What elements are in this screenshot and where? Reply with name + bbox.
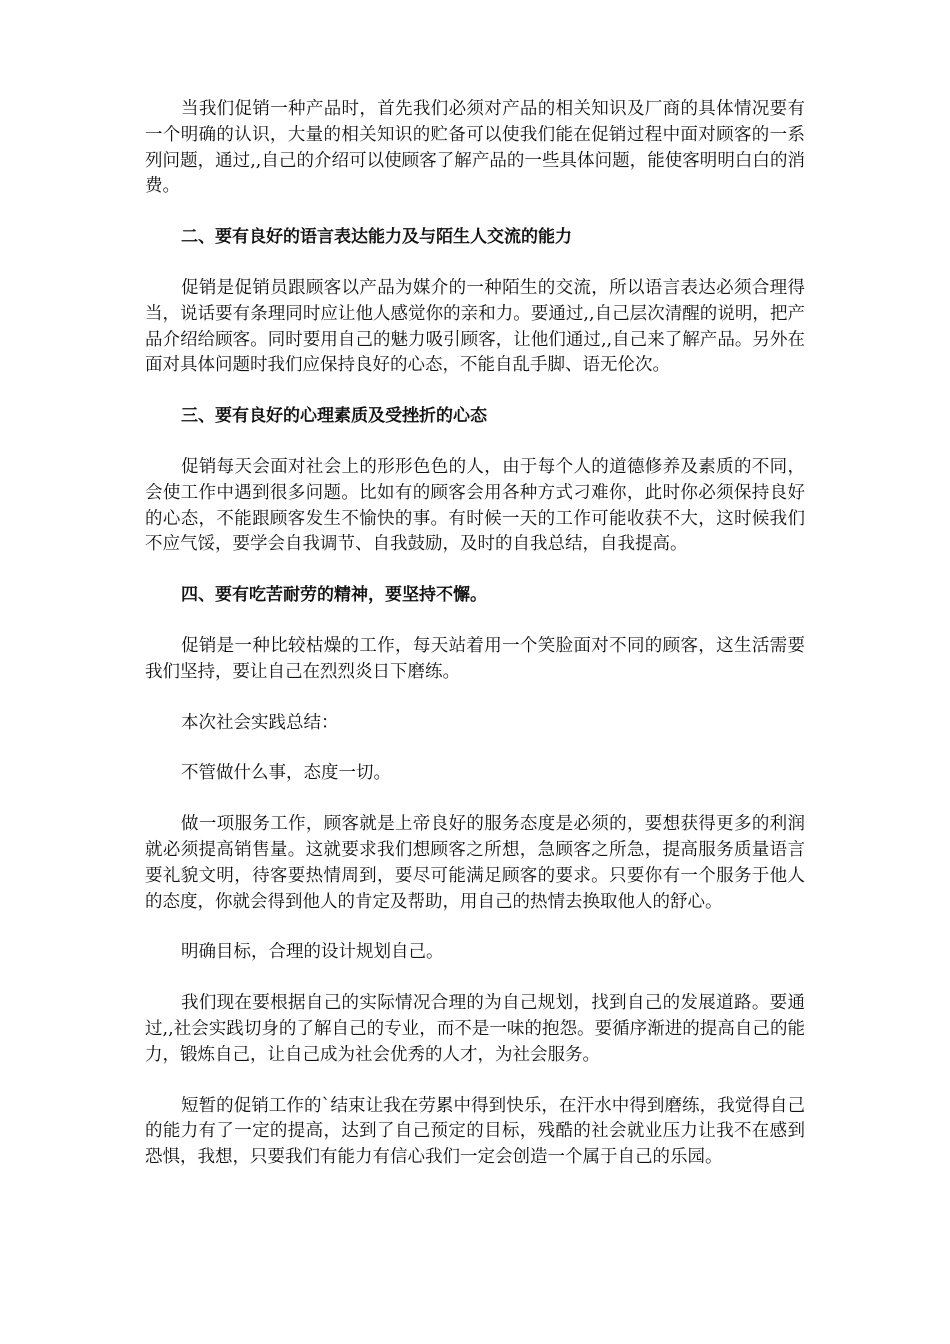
paragraph-goals: 明确目标，合理的设计规划自己。: [181, 942, 444, 963]
paragraph-psychological-quality: 促销每天会面对社会上的形形色色的人，由于每个人的道德修养及素质的不同，会使工作中遇到很多问题。比如有的顾客会用各种方式刁难你，此时你必须保持良好的心态，不能跟顾客发生不愉快的事。有时候一天的工作可能收获不大，这时候我们不应气馁，要学会自我调节、自我鼓励，及时的自我总结，自我提高。: [145, 456, 805, 555]
paragraph-language-ability: 促销是促销员跟顾客以产品为媒介的一种陌生的交流，所以语言表达必须合理得当，说话要有条理同时应让他人感觉你的亲和力。要通过,,自己层次清醒的说明，把产品介绍给顾客。同时要用自己的魅力吸引顾客，让他们通过,,自己来了解产品。另外在面对具体问题时我们应保持良好的心态，不能自乱手脚、语无伦次。: [145, 277, 805, 376]
heading-psychological-quality: 三、要有良好的心理素质及受挫折的心态: [181, 406, 487, 427]
heading-language-ability: 二、要有良好的语言表达能力及与陌生人交流的能力: [181, 227, 572, 248]
paragraph-product-knowledge: 当我们促销一种产品时，首先我们必须对产品的相关知识及厂商的具体情况要有一个明确的认识，大量的相关知识的贮备可以使我们能在促销过程中面对顾客的一系列问题，通过,,自己的介绍可以使顾客了解产品的一些具体问题，能使客明明白白的消费。: [145, 99, 805, 197]
document-body: [145, 97, 805, 1196]
paragraph-summary-intro: 本次社会实践总结：: [181, 712, 339, 733]
paragraph-attitude: 不管做什么事，态度一切。: [181, 763, 391, 784]
paragraph-hard-work: 促销是一种比较枯燥的工作，每天站着用一个笑脸面对不同的顾客，这生活需要我们坚持，要让自己在烈烈炎日下磨练。: [145, 635, 805, 682]
paragraph-service: 做一项服务工作，顾客就是上帝良好的服务态度是必须的，要想获得更多的利润就必须提高销售量。这就要求我们想顾客之所想，急顾客之所急，提高服务质量语言要礼貌文明，待客要热情周到，要尽可能满足顾客的要求。只要你有一个服务于他人的态度，你就会得到他人的肯定及帮助，用自己的热情去换取他人的舒心。: [145, 814, 805, 912]
paragraph-planning: 我们现在要根据自己的实际情况合理的为自己规划，找到自己的发展道路。要通过,,社会实践切身的了解自己的专业，而不是一味的抱怨。要循序渐进的提高自己的能力，锻炼自己，让自己成为社会优秀的人才，为社会服务。: [145, 993, 805, 1065]
paragraph-conclusion: 短暂的促销工作的`结束让我在劳累中得到快乐，在汗水中得到磨练，我觉得自己的能力有了一定的提高，达到了自己预定的目标，残酷的社会就业压力让我不在感到恐惧，我想，只要我们有能力有信心我们一定会创造一个属于自己的乐园。: [145, 1095, 805, 1168]
heading-hard-work: 四、要有吃苦耐劳的精神，要坚持不懈。: [181, 585, 487, 606]
